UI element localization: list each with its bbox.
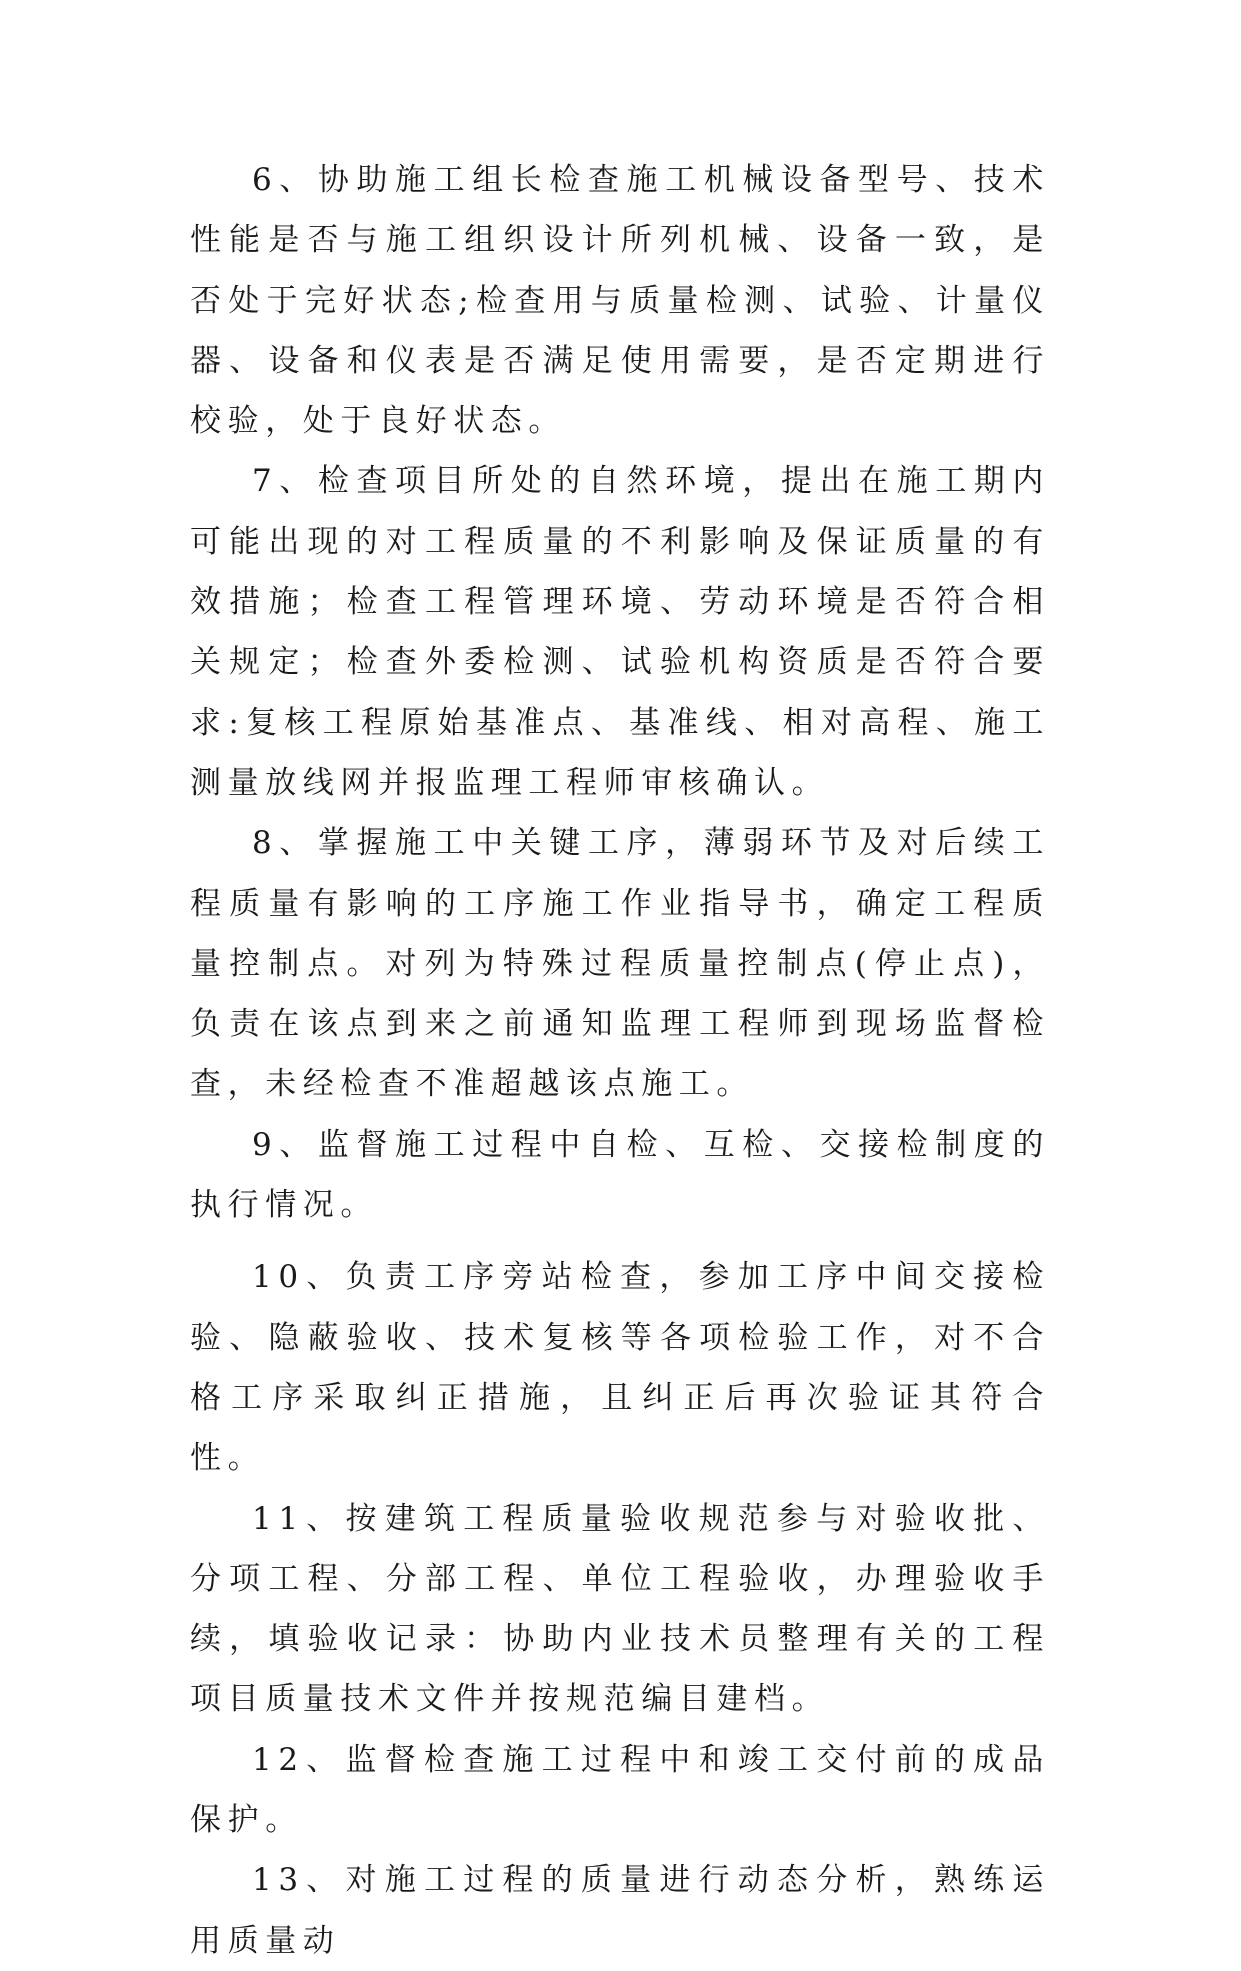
paragraph-item-13: 13、对施工过程的质量进行动态分析，熟练运用质量动	[190, 1862, 1050, 1959]
paragraph-item-10: 10、负责工序旁站检查，参加工序中间交接检验、隐蔽验收、技术复核等各项检验工作，对不合格工序采取纠正措施，且纠正后再次验证其符合性。	[190, 1259, 1050, 1477]
paragraph-item-12: 12、监督检查施工过程中和竣工交付前的成品保护。	[190, 1741, 1050, 1839]
document-body	[190, 150, 1050, 1971]
paragraph-item-8: 8、掌握施工中关键工序，薄弱环节及对后续工程质量有影响的工序施工作业指导书，确定工程质量控制点。对列为特殊过程质量控制点(停止点)，负责在该点到来之前通知监理工程师到现场监督检查，未经检查不准超越该点施工。	[190, 825, 1050, 1103]
paragraph-item-11: 11、按建筑工程质量验收规范参与对验收批、分项工程、分部工程、单位工程验收，办理验收手续，填验收记录：协助内业技术员整理有关的工程项目质量技术文件并按规范编目建档。	[190, 1500, 1050, 1718]
paragraph-item-6: 6、协助施工组长检查施工机械设备型号、技术性能是否与施工组织设计所列机械、设备一致，是否处于完好状态;检查用与质量检测、试验、计量仪器、设备和仪表是否满足使用需要，是否定期进行校验，处于良好状态。	[190, 162, 1050, 440]
paragraph-item-9: 9、监督施工过程中自检、互检、交接检制度的执行情况。	[190, 1126, 1050, 1224]
paragraph-item-7: 7、检查项目所处的自然环境，提出在施工期内可能出现的对工程质量的不利影响及保证质量的有效措施；检查工程管理环境、劳动环境是否符合相关规定；检查外委检测、试验机构资质是否符合要求:复核工程原始基准点、基准线、相对高程、施工测量放线网并报监理工程师审核确认。	[190, 463, 1050, 801]
